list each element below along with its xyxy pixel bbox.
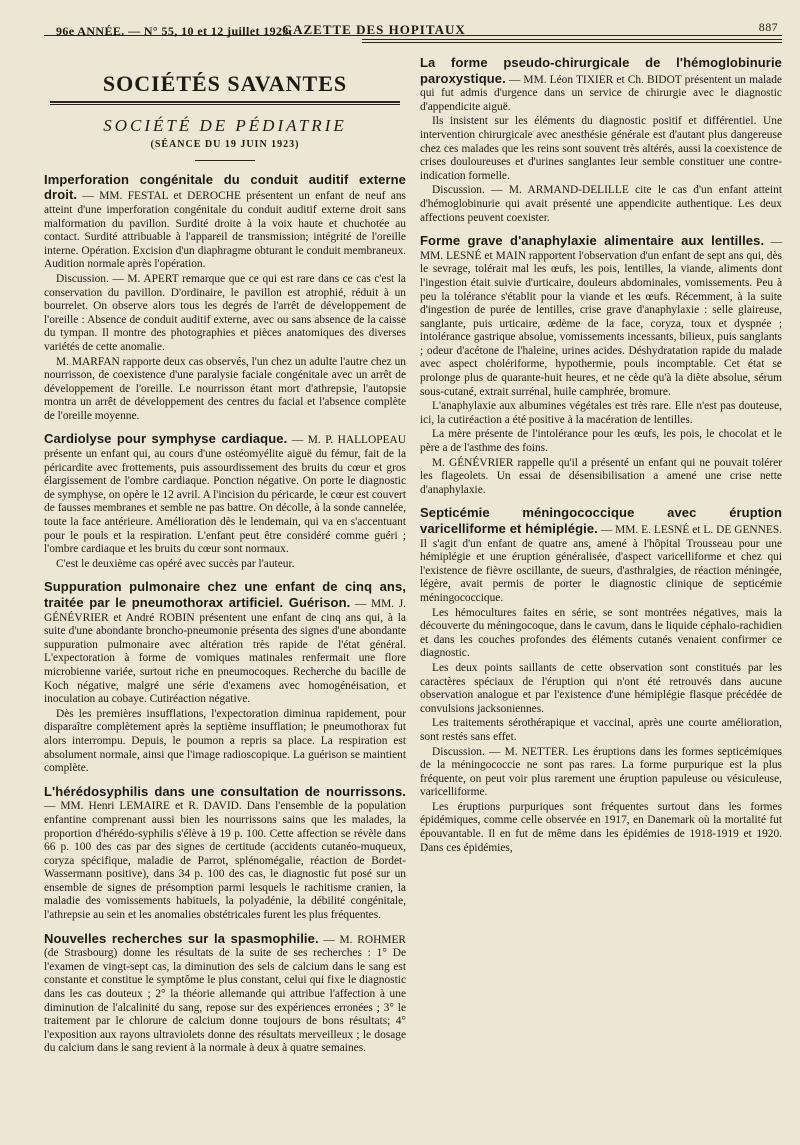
header-rule	[362, 39, 782, 43]
section-rule	[50, 101, 400, 105]
article-title: Cardiolyse pour symphyse cardiaque.	[44, 431, 288, 447]
article-paragraph: Imperforation congénitale du conduit auditif externe droit. — MM. FESTAL et DEROCHE présentent un enfant de neuf ans atteint d'une imperforation congénitale du conduit auditif externe droit sans malformation du pavillon. Surdité droite à la voix haute et chuchotée au contact. Surdité attribuable à l'appareil de transmission; intégrité de l'oreille interne. Opération. Excision d'un diaphragme obturant le conduit membraneux. Audition normale après l'opération.	[44, 171, 406, 271]
article-paragraph: Septicémie méningococcique avec éruption varicelliforme et hémiplégie. — MM. E. LESNÉ et L. DE GENNES. Il s'agit d'un enfant de quatre ans, amené à l'hôpital Trousseau pour une hémiplégie et une éruption généralisée, d'aspect varicelliforme et chez qui l'existence de fièvre oscillante, de sueurs, d'asthralgies, de réaction méningée, légère, avait permis de porter le diagnostic clinique de septicémie méningococcique.	[420, 505, 782, 604]
article-paragraph: Forme grave d'anaphylaxie alimentaire aux lentilles. — MM. LESNÉ et MAIN rapportent l'observation d'un enfant de sept ans qui, dès le sevrage, tolérait mal les œufs, les pois, lentilles, la viande, aliments dont l'ingestion était suivie d'urticaire, douleurs abdominales, vomissements. Peu à peu la tolérance s'établit pour la viande et les œufs. Récemment, à la suite d'ingestion de purée de lentilles, crise grave d'anaphylaxie : selle glaireuse, sanglante, puis urticaire, œdème de la face, coryza, toux et dyspnée ; intolérance gastrique absolue, vomissements incessants, bilieux, puis sanglants ; odeur d'acétone de l'haleine, urines acides. Déshydratation rapide du malade avec aspect cholériforme, hypothermie, pouls incomptable. Cet état se prolonge plus de quarante-huit heures, et ne cède qu'à la diète absolue, sérum sous-cutané, extrait surrénal, huile camphrée, bromure.	[420, 233, 782, 398]
journal-title: GAZETTE DES HOPITAUX	[282, 22, 466, 37]
session-date: (SÉANCE DU 19 JUIN 1923)	[150, 139, 300, 151]
article-paragraph: Suppuration pulmonaire chez une enfant de cinq ans, traitée par le pneumothorax artificiel. Guérison. — MM. J. GÉNÉVRIER et André ROBIN présentent une enfant de cinq ans qui, à la suite d'une abondante broncho-pneumonie présenta des signes d'une abondante suppuration pulmonaire avec altération très rapide de l'état général. L'expectoration à forme de vomiques matinales renfermait une flore microbienne variée, surtout riche en pneumocoques. Recherche du bacille de Koch négative, malgré une série d'examens avec homogénéisation, et inoculation au cobaye. Cutiréaction négative.	[44, 579, 406, 706]
article-paragraph: Les deux points saillants de cette observation sont constitués par les caractères spéciaux de l'éruption qui n'ont été retrouvés dans aucune observation analogue et par l'existence d'une hémiplégie flasque précédée de convulsions jacksoniennes.	[420, 661, 782, 715]
article-paragraph: Discussion. — M. NETTER. Les éruptions dans les formes septicémiques de la méningococcie ne sont pas rares. La forme purpurique est la plus fréquente, on peut voir plus rarement une éruption papuleuse ou vésiculeuse, varicelliforme.	[420, 745, 782, 799]
article-paragraph: Ils insistent sur les éléments du diagnostic positif et différentiel. Une intervention chirurgicale avec anesthésie générale est d'autant plus dangereuse chez ces malades que les reins sont souvent très altérés, aussi la coexistence de crises douloureuses et d'urines sanglantes leur semble constituer une contre-indication formelle.	[420, 115, 782, 182]
article-paragraph: Les hémocultures faites en série, se sont montrées négatives, mais la découverte du méningocoque, dans le cavum, dans le liquide céphalo-rachidien et dans les couches profondes des éléments cutanés venaient confirmer ce diagnostic.	[420, 606, 782, 660]
divider	[195, 160, 255, 161]
article-title: Nouvelles recherches sur la spasmophilie.	[44, 930, 319, 946]
article-paragraph: Discussion. — M. APERT remarque que ce qui est rare dans ce cas c'est la conservation du pavillon. D'ordinaire, le pavillon est atrophié, réduit à un bourrelet. On observe alors tous les degrés de l'arrêt de développement de l'oreille : Absence de conduit auditif externe, avec ou sans absence de la caisse du tympan. Il montre des photographies et pièces anatomiques des diverses variétés de cette anomalie.	[44, 272, 406, 353]
article-paragraph: C'est le deuxième cas opéré avec succès par l'auteur.	[56, 557, 295, 570]
article-paragraph: Cardiolyse pour symphyse cardiaque. — M. P. HALLOPEAU présente un enfant qui, au cours d'une ostéomyélite aiguë du fémur, fait de la péricardite avec frottements, puis assourdissement des bruits du cœur et gros élargissement de l'ombre cardiaque. Ponction négative. On porte le diagnostic de symphyse, on opère le 12 avril. A l'incision du péricarde, le cœur est couvert de fausses membranes et semble ne pas battre. On décolle, à la sonde cannelée, toute la face antérieure. Amélioration dès le lendemain, qui va en s'accentuant pour le pouls et la respiration. L'enfant peut être considéré comme guéri ; l'ombre cardiaque et les bruits du cœur sont normaux.	[44, 431, 406, 556]
article-paragraph: La forme pseudo-chirurgicale de l'hémoglobinurie paroxystique. — MM. Léon TIXIER et Ch. BIDOT présentent un malade qui fut admis d'urgence dans un service de chirurgie avec le diagnostic d'appendicite aiguë.	[420, 55, 782, 113]
page-number: 887	[758, 20, 778, 34]
issue-line: 96e ANNÉE. — N° 55, 10 et 12 juillet 1923.	[56, 24, 293, 38]
article-paragraph: Discussion. — M. ARMAND-DELILLE cite le cas d'un enfant atteint d'hémoglobinurie qui avait présenté une appendicite authentique. Les deux affections peuvent coexister.	[420, 184, 782, 224]
article-title: Forme grave d'anaphylaxie alimentaire aux lentilles.	[420, 233, 765, 249]
article-paragraph: M. GÉNÉVRIER rappelle qu'il a présenté un enfant qui ne pouvait tolérer les flageolets. Un essai de désensibilisation a amené une crise nette d'anaphylaxie.	[420, 456, 782, 496]
right-column	[420, 47, 782, 1057]
article-paragraph: Les traitements sérothérapique et vaccinal, après une courte amélioration, sont restés sans effet.	[420, 717, 782, 743]
article-paragraph: Nouvelles recherches sur la spasmophilie. — M. ROHMER (de Strasbourg) donne les résultats de la suite de ses recherches : 1° De l'examen de vingt-sept cas, la diminution des sels de calcium dans le sang est constante et constitue le symptôme le plus constant, celui qui fixe le diagnostic dans les cas douteux ; 2° la théorie allemande qui attribue l'affection à une diminution de l'alcalinité du sang, repose sur des expériences erronées ; 3° le traitement par le chlorure de calcium donne toujours de bons résultats; 4° l'exposition aux rayons ultraviolets donne des résultats merveilleux ; le dosage du calcium dans le sang revient à la normale à deux à quatre semaines.	[44, 930, 406, 1055]
running-head	[44, 10, 782, 36]
article-paragraph: L'anaphylaxie aux albumines végétales est très rare. Elle n'est pas douteuse, ici, la cutiréaction a été positive à la macération de lentilles.	[420, 400, 782, 426]
article-paragraph: M. MARFAN rapporte deux cas observés, l'un chez un adulte l'autre chez un nourrisson, de coexistence d'une paralysie faciale congénitale avec un arrêt de développement de l'oreille. Le nourrisson étant mort d'athrepsie, l'autopsie montra un arrêt de développement des centres du facial et l'absence complète de l'oreille moyenne.	[44, 355, 406, 422]
article-title: La forme pseudo-chirurgicale de l'hémoglobinurie paroxystique.	[420, 55, 782, 86]
article-paragraph: La mère présente de l'intolérance pour les œufs, les pois, le chocolat et le père a de l'asthme des foins.	[420, 428, 782, 455]
left-column	[44, 47, 406, 1057]
section-title: SOCIÉTÉS SAVANTES	[102, 71, 348, 96]
article-title: Septicémie méningococcique avec éruption varicelliforme et hémiplégie.	[420, 505, 782, 536]
article-title: Suppuration pulmonaire chez une enfant de cinq ans, traitée par le pneumothorax artificiel. Guérison.	[44, 579, 406, 610]
article-title: L'hérédosyphilis dans une consultation de nourrissons.	[44, 783, 406, 799]
article-paragraph: Dès les premières insufflations, l'expectoration diminua rapidement, pour disparaître complètement après la septième insufflation; le pneumothorax fut alors interrompu. Depuis, le poumon a repris sa place. La respiration est absolument normale, ainsi que l'image radioscopique. La guérison se maintient complète.	[44, 707, 406, 775]
article-paragraph: L'hérédosyphilis dans une consultation de nourrissons. — MM. Henri LEMAIRE et R. DAVID. Dans l'ensemble de la population enfantine comprenant aussi bien les nourrissons sains que les malades, la proportion d'hérédo-syphilis s'élève à 19 p. 100. Cette affection se révèle dans 66 p. 100 des cas par des signes de certitude (accidents cutanéo-muqueux, coryza spécifique, maladie de Parrot, splénomégalie, réaction de Bordet-Wassermann positive), dans 34 p. 100 des cas, le diagnostic fut posé sur un ensemble de signes de présomption parmi lesquels le rachitisme cranien, la maladie des vomissements habituels, la polyadénie, la débilité congénitale, l'athrepsie au sein et les anomalies obstétricales furent les plus fréquentes.	[44, 783, 406, 922]
article-title: Imperforation congénitale du conduit auditif externe droit.	[44, 171, 406, 203]
society-name: SOCIÉTÉ DE PÉDIATRIE	[103, 115, 347, 135]
article-paragraph: Les éruptions purpuriques sont fréquentes surtout dans les formes épidémiques, comme celle observée en 1917, en Danemark où la mortalité fut épouvantable. Il en fut de même dans les épidémies de 1918-1919 et 1920. Dans ces épidémies,	[420, 800, 782, 854]
two-column-body	[44, 47, 782, 1057]
